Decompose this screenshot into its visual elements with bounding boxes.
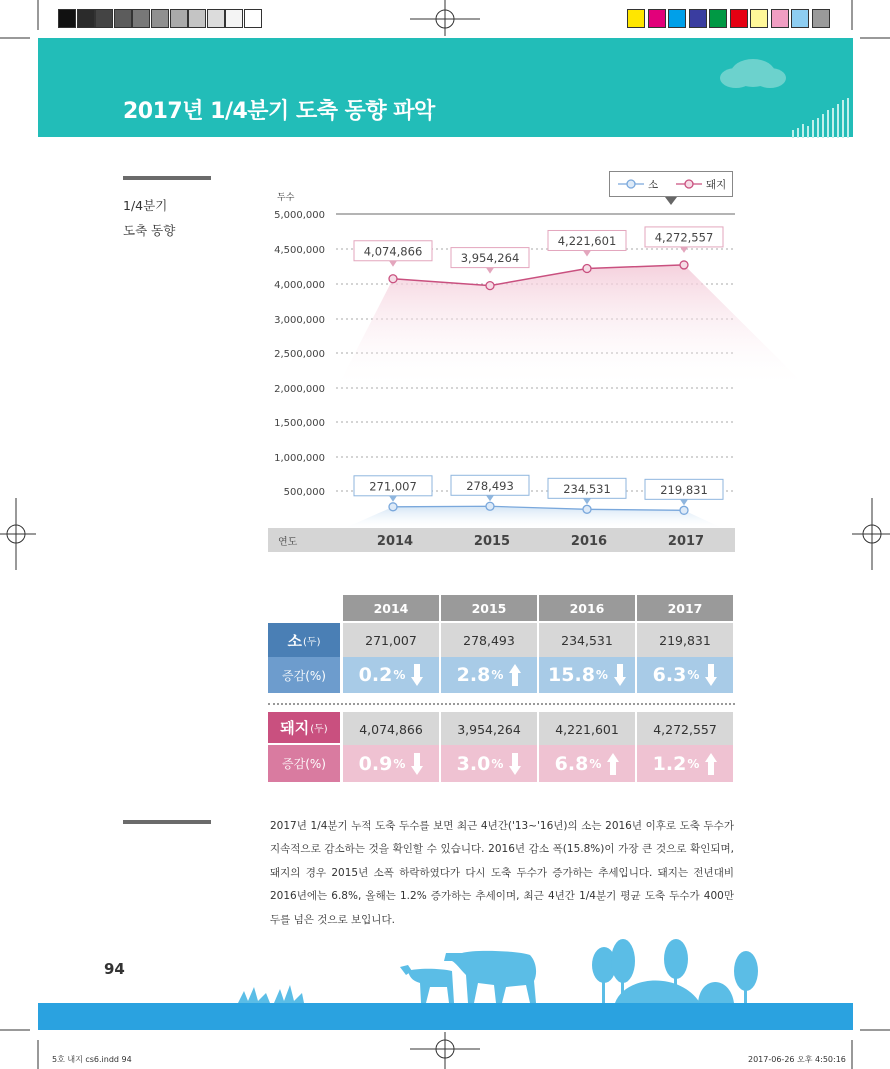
cow-icon	[444, 951, 536, 1003]
pig-data-point	[486, 282, 494, 290]
cattle-count-cell: 234,531	[539, 623, 635, 657]
percent-unit: %	[393, 756, 406, 771]
pig-row-header	[268, 712, 340, 743]
pig-data-point	[583, 264, 591, 272]
percent-unit: %	[393, 668, 406, 682]
pig-change-value: 6.8	[554, 752, 589, 775]
cattle-data-label: 234,531	[563, 481, 611, 496]
cattle-count-cell: 219,831	[637, 623, 733, 657]
legend-cattle: 소	[648, 179, 659, 191]
cattle-data-point	[486, 502, 494, 510]
calf-icon	[400, 965, 454, 1003]
cattle-data-label: 219,831	[660, 482, 708, 497]
cattle-label-pointer	[680, 499, 688, 505]
pig-unit: (두)	[310, 724, 328, 735]
year-header-2017: 2017	[637, 595, 733, 621]
cattle-data-point	[583, 505, 591, 513]
pig-change-header	[268, 745, 340, 782]
cattle-change-cell	[539, 657, 635, 693]
pig-change-cell	[539, 745, 635, 782]
cattle-data-point	[680, 506, 688, 514]
pig-change-label: 증감(%)	[282, 757, 326, 771]
arrow-down-icon	[509, 753, 521, 775]
y-tick-label: 5,000,000	[274, 210, 325, 221]
x-tick-label: 2015	[473, 534, 511, 549]
cattle-count-cell: 271,007	[343, 623, 439, 657]
pig-data-point	[389, 275, 397, 283]
percent-unit: %	[491, 668, 504, 682]
pig-count-cell: 3,954,264	[441, 712, 537, 746]
cattle-count-cell: 278,493	[441, 623, 537, 657]
page-number: 94	[104, 960, 125, 978]
y-tick-label: 4,000,000	[274, 280, 325, 291]
y-tick-label: 4,500,000	[274, 245, 325, 256]
section-heading-line2: 도축 동향	[123, 223, 176, 238]
pig-data-label: 4,272,557	[654, 230, 714, 245]
y-tick-label: 2,000,000	[274, 384, 325, 395]
cattle-change-header	[268, 657, 340, 693]
pig-data-point	[680, 261, 688, 269]
body-rule	[123, 820, 211, 824]
x-tick-label: 2017	[667, 534, 705, 549]
cattle-data-point	[389, 503, 397, 511]
y-tick-label: 500,000	[283, 487, 325, 498]
year-header-2015: 2015	[441, 595, 537, 621]
year-header-2014: 2014	[343, 595, 439, 621]
percent-unit: %	[687, 668, 700, 682]
x-axis-label: 연도	[278, 537, 298, 548]
y-tick-label: 2,500,000	[274, 349, 325, 360]
pig-label-pointer	[389, 261, 397, 267]
pig-count-cell: 4,272,557	[637, 712, 733, 746]
percent-unit: %	[595, 668, 608, 682]
percent-unit: %	[687, 756, 700, 771]
pig-count-cell: 4,074,866	[343, 712, 439, 746]
cattle-change-cell	[343, 657, 439, 693]
cattle-change-cell	[637, 657, 733, 693]
y-tick-label: 1,500,000	[274, 418, 325, 429]
arrow-down-icon	[614, 664, 626, 686]
cattle-change-value: 15.8	[548, 664, 595, 686]
arrow-up-icon	[705, 753, 717, 775]
pig-area-shadow	[336, 265, 810, 390]
y-tick-label: 1,000,000	[274, 453, 325, 464]
cattle-label-pointer	[486, 495, 494, 501]
pig-change-value: 3.0	[456, 752, 491, 775]
cattle-label-pointer	[583, 498, 591, 504]
pig-count-cell: 4,221,601	[539, 712, 635, 746]
cattle-label-pointer	[389, 496, 397, 502]
cattle-change-value: 0.2	[358, 664, 393, 686]
pig-change-value: 0.9	[358, 752, 393, 775]
x-tick-label: 2016	[570, 534, 608, 549]
y-axis-label: 두수	[277, 193, 295, 203]
chart-legend	[609, 171, 733, 197]
arrow-down-icon	[705, 664, 717, 686]
cattle-data-label: 278,493	[466, 478, 514, 493]
year-header-2016: 2016	[539, 595, 635, 621]
section-heading-line1: 1/4분기	[123, 198, 168, 213]
farm-illustration	[230, 935, 770, 1005]
pig-label-pointer	[486, 268, 494, 274]
slug-filename: 5호 내지 cs6.indd 94	[52, 1055, 132, 1064]
pig-label-pointer	[583, 250, 591, 256]
y-tick-label: 3,000,000	[274, 315, 325, 326]
percent-unit: %	[589, 756, 602, 771]
cattle-data-label: 271,007	[369, 479, 417, 494]
pig-label: 돼지	[280, 719, 310, 737]
arrow-up-icon	[509, 664, 521, 686]
cattle-change-value: 6.3	[652, 664, 687, 686]
cattle-row-header	[268, 623, 340, 657]
arrow-down-icon	[411, 664, 423, 686]
table-divider	[268, 703, 735, 705]
legend-pointer	[665, 197, 677, 205]
pig-data-label: 4,221,601	[557, 233, 617, 248]
percent-unit: %	[491, 756, 504, 771]
pig-change-value: 1.2	[652, 752, 687, 775]
cattle-label: 소	[287, 631, 303, 650]
slug-timestamp: 2017-06-26 오후 4:50:16	[748, 1055, 846, 1064]
cattle-unit: (두)	[303, 636, 321, 648]
pig-change-cell	[637, 745, 733, 782]
body-paragraph: 2017년 1/4분기 누적 도축 두수를 보면 최근 4년간('13~'16년)의 소는 2016년 이후로 도축 두수가 지속적으로 감소하는 것을 확인할 수 있습니다. 2016년 감소 폭(15.8%)이 가장 큰 것으로 확인되며, 돼지의 경우 2015년 소폭 하락하였다가 다시 도축 두수가 증가하는 추세입니다. 돼지는 전년대비 2016년에는 6.8%, 올해는 1.2% 증가하는 추세이며, 최근 4년간 1/4분기 평균 도축 두수가 400만두를 넘은 것으로 보입니다.	[270, 820, 734, 926]
pig-change-cell	[441, 745, 537, 782]
x-tick-label: 2014	[376, 534, 414, 549]
pig-data-label: 3,954,264	[460, 251, 520, 266]
cattle-change-cell	[441, 657, 537, 693]
arrow-down-icon	[411, 753, 423, 775]
pig-data-label: 4,074,866	[363, 244, 423, 259]
pig-change-cell	[343, 745, 439, 782]
legend-pig: 돼지	[706, 179, 727, 191]
arrow-up-icon	[607, 753, 619, 775]
page-title: 2017년 1/4분기 도축 동향 파악	[123, 99, 435, 124]
cattle-change-value: 2.8	[456, 664, 491, 686]
pig-label-pointer	[680, 247, 688, 253]
footer-band	[38, 1003, 853, 1030]
cattle-change-label: 증감(%)	[282, 668, 326, 683]
